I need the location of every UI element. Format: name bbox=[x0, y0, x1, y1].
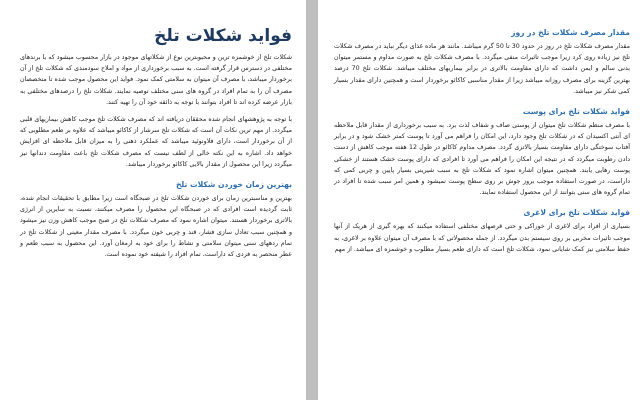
section-heading-skin: فواید شکلات تلخ برای پوست bbox=[522, 107, 630, 117]
paragraph-intro: شکلات تلخ از خوشمزه ترین و محبوبترین نوع از شکلاتهای موجود در بازار محسوب میشود که با برندهای مختلفی در دسترس قرار گرفته است. به سبب برخورداری از مواد و املاح سودمندی که شکلات تلخ از آن برخوردار میباشد، با مصرف آن میتوان به سلامتی کمک نمود. فواید این محصول موجب شده تا متخصصان مصرف آن را به تمام افراد در گروه های سنی مختلف توصیه نمایند. شکلات تلخ را درصدهای مختلفی به بازار عرضه کرده اند تا افراد بتوانند با توجه به ذائقه خود آن را تهیه کنند. bbox=[20, 54, 292, 106]
section-text-skin: با مصرف منظم شکلات تلخ میتوان از پوستی صاف و شفاف لذت برد. به سبب برخورداری از مقدار قابل ملاحظه ای آنتی اکسیدان که در شکلات تلخ وجود دارد، این امکان را فراهم می آورد تا پوست کمتر خشک شود و در برابر آفتاب سوختگی دارای مقاومت بسیار بالاتری گردد. مصرف مداوم کاکائو در طول 12 هفته موجب کاهش از دست دادن رطوبت میگردد که در نتیجه این امکان را فراهم می آورد تا افرادی که دارای پوست خشک هستند از خشکی پوست رهایی یابند. همچنین میتوان اشاره نمود که شکلات تلخ به سبب شیرینی بسیار پایین و چربی کمی که داراست، در صورت استفاده موجب بروز جوش بر روی سطح پوست نمیشود و همین امر سبب شده تا افراد در تمام گروه های سنی بتوانند از این محصول استفاده نمایند. bbox=[334, 122, 631, 197]
paragraph-heart-benefits: با توجه به پژوهشهای انجام شده محققان دریافته اند که مصرف شکلات تلخ موجب کاهش بیماریهای قلبی میگردد. از مهم ترین نکات آن است که شکلات تلخ سرشار از کاکائو میباشد که علاوه بر طعم مطلوبی که از آن برخوردار است، دارای فلاونوئید میباشد که عملکرد ذهنی را به میزان قابل ملاحظه ای افزایش خواهد داد. اشاره به این نکته خالی از لطف نیست که مصرف شکلات تلخ باعث مقاومت دندانها نیز میگردد زیرا این محصول از مقدار بالایی کاکائو برخوردار میباشد. bbox=[20, 116, 292, 168]
section-heading-daily-amount: مقدار مصرف شکلات تلخ در روز bbox=[511, 28, 630, 37]
section-text-daily-amount: مقدار مصرف شکلات تلخ در روز در حدود 30 تا 50 گرم میباشد. مانند هر ماده غذای دیگر نباید در مصرف شکلات تلخ نیز زیاده روی کرد زیرا موجب تاثیرات منفی میگردد. با مصرف شکلات تلخ به صورت مداوم و مستمر میتوان بدنی سالم و ایمن داشت که دارای مقاومت بالاتری در برابر بیماریهای مختلف میباشد. شکلات تلخ 70 درصد بهترین گزینه برای مصرف روزانه میباشد زیرا از مقدار مناسبی کاکائو برخوردار است و همچنین دارای مقدار بسیار کمی شکر نیز میباشد. bbox=[334, 43, 631, 95]
document-page-left bbox=[0, 0, 306, 400]
document-page-right bbox=[318, 0, 640, 400]
section-text-weight-loss: بسیاری از افراد برای لاغری از خوراکی و حتی قرصهای مختلفی استفاده میکنند که بهره گیری از هریک از آنها موجب تاثیرات مخربی بر روی سیستم بدن میگردد. از جمله محصولاتی که با مصرف آن میتوان علاوه بر لاغری، به حفظ سلامتی نیز کمک شایانی نمود، شکلات تلخ است که دارای طعم بسیار مطلوب و خوشمزه ای میباشد. از مهم bbox=[334, 223, 630, 253]
section-heading-weight-loss: فواید شکلات تلخ برای لاغری bbox=[523, 208, 630, 218]
section-text-best-time: بهترین و مناسبترین زمان برای خوردن شکلات تلخ در صبحگاه است زیرا مطابق با تحقیقات انجام شده، ثابت گردیده است افرادی که در صبحگاه این محصول را مصرف میکنند، نسبت به سایرین از انرژی بالاتری برخوردار هستند. میتوان اشاره نمود که مصرف شکلات تلخ در صبح موجب کاهش وزن نیز میشود و همچنین سبب تعادل سازی فشار، قند و چربی خون میگردد. با مصرف مقدار معینی از شکلات تلخ در تمام ردههای سنی میتوان سلامتی و نشاط را برای خود به ارمغان آورد. این محصول به سبب طعم و عطر منحصر به فردی که داراست، تمام افراد را شیفته خود نموده است. bbox=[20, 195, 292, 259]
section-heading-best-time: بهترین زمان خوردن شکلات تلخ bbox=[175, 180, 292, 190]
document-title: فواید شکلات تلخ bbox=[154, 26, 292, 46]
